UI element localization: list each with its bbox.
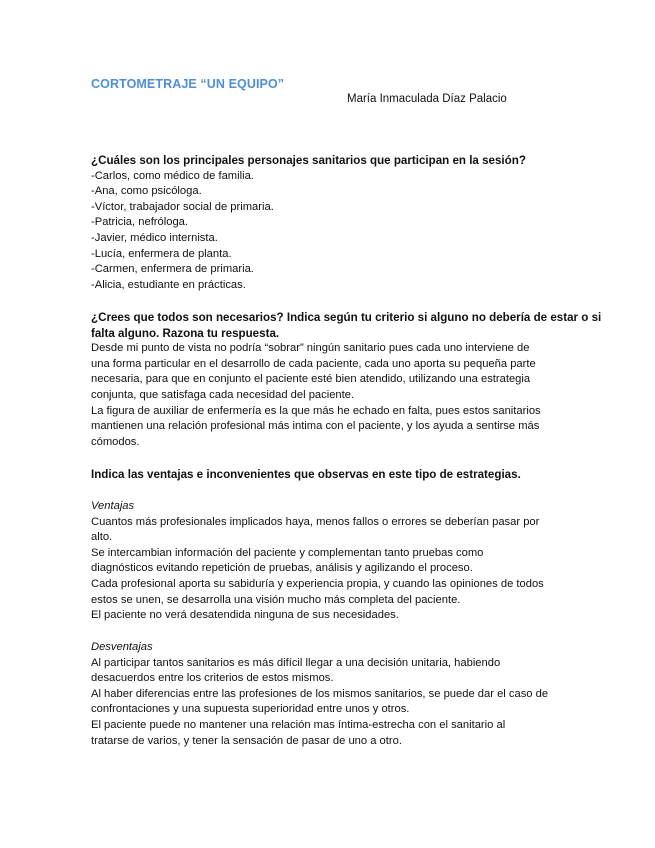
desventajas-block xyxy=(91,640,566,749)
author-name: María Inmaculada Díaz Palacio xyxy=(347,93,507,105)
ventaja-line: El paciente no verá desatendida ninguna de sus necesidades. xyxy=(91,609,399,622)
answer-line: conjunta, que satisfaga cada necesidad del paciente. xyxy=(91,388,355,401)
desventaja-line: desacuerdos entre los criterios de estos mismos. xyxy=(91,672,334,685)
ventaja-line: alto. xyxy=(91,531,113,544)
ventaja-line: estos se unen, se desarrolla una visión mucho más completa del paciente. xyxy=(91,593,461,606)
answer-line: una forma particular en el desarrollo de cada paciente, cada uno aporta su pequeña parte xyxy=(91,357,536,370)
desventaja-line: confrontaciones y una supuesta superioridad entre unos y otros. xyxy=(91,703,410,716)
answer-line: mantienen una relación profesional más intima con el paciente, y los ayuda a sentirse más xyxy=(91,420,540,433)
list-item: -Lucía, enfermera de planta. xyxy=(91,247,232,260)
ventaja-line: Se intercambian información del paciente y complementan tanto pruebas como xyxy=(91,546,484,559)
list-item: -Carlos, como médico de familia. xyxy=(91,169,254,182)
ventajas-block xyxy=(91,499,566,624)
question-1: ¿Cuáles son los principales personajes sanitarios que participan en la sesión? xyxy=(91,154,526,167)
question-3: Indica las ventajas e inconvenientes que observas en este tipo de estrategias. xyxy=(91,468,521,481)
list-item: -Víctor, trabajador social de primaria. xyxy=(91,200,274,213)
desventajas-label: Desventajas xyxy=(91,641,153,653)
desventaja-line: Al haber diferencias entre las profesiones de los mismos sanitarios, se puede dar el caso de xyxy=(91,687,549,700)
desventaja-line: El paciente puede no mantener una relación mas íntima-estrecha con el sanitario al xyxy=(91,718,506,731)
answer-line: necesaria, para que en conjunto el paciente esté bien atendido, utilizando una estrategia xyxy=(91,373,531,386)
ventaja-line: Cuantos más profesionales implicados haya, menos fallos o errores se deberían pasar por xyxy=(91,515,540,528)
ventajas-label: Ventajas xyxy=(91,500,135,512)
list-item: -Alicia, estudiante en prácticas. xyxy=(91,278,246,291)
question-2-line: ¿Crees que todos son necesarios? Indica según tu criterio si alguno no debería de estar o si xyxy=(91,311,602,324)
answer-line: Desde mi punto de vista no podría “sobrar” ningún sanitario pues cada uno interviene de xyxy=(91,342,530,355)
document-title: CORTOMETRAJE “UN EQUIPO” xyxy=(91,77,285,91)
answer-line: cómodos. xyxy=(91,435,140,448)
list-item: -Javier, médico internista. xyxy=(91,231,218,244)
list-item: -Carmen, enfermera de primaria. xyxy=(91,263,254,276)
section-ventajas-inconvenientes xyxy=(91,467,566,483)
answer-line: La figura de auxiliar de enfermería es la que más he echado en falta, pues estos sanitarios xyxy=(91,404,541,417)
ventaja-line: diagnósticos evitando repetición de pruebas, análisis y agilizando el proceso. xyxy=(91,562,473,575)
desventaja-line: Al participar tantos sanitarios es más difícil llegar a una decisión unitaria, habiendo xyxy=(91,656,501,669)
list-item: -Ana, como psicóloga. xyxy=(91,185,202,198)
list-item: -Patricia, nefróloga. xyxy=(91,216,189,229)
question-2-line: falta alguno. Razona tu respuesta. xyxy=(91,326,280,340)
desventaja-line: tratarse de varios, y tener la sensación de pasar de uno a otro. xyxy=(91,734,402,747)
ventaja-line: Cada profesional aporta su sabiduría y experiencia propia, y cuando las opiniones de todos xyxy=(91,577,544,590)
section-necesarios xyxy=(91,310,602,450)
section-personajes xyxy=(91,153,566,293)
